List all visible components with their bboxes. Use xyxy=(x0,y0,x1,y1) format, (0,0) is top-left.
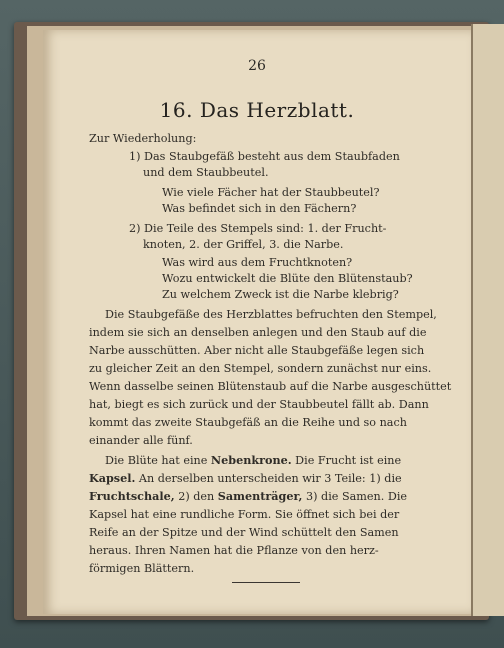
facing-page-edge xyxy=(471,24,504,616)
paragraph-1-line: Die Staubgefäße des Herzblattes befruchten den Stempel, xyxy=(105,308,437,321)
paragraph-1-line: zu gleicher Zeit an den Stempel, sondern zunächst nur eins. xyxy=(89,362,432,375)
paragraph-1-line: Wenn dasselbe seinen Blütenstaub auf die Narbe ausgeschüttet xyxy=(89,380,452,393)
question-1-line-1: Wie viele Fächer hat der Staubbeutel? xyxy=(162,186,380,199)
paragraph-2-line-3 xyxy=(89,488,407,506)
text-run: Die Blüte hat eine xyxy=(105,454,211,467)
paragraph-1-line: einander alle fünf. xyxy=(89,434,193,447)
paragraph-1-line: hat, biegt es sich zurück und der Staubbeutel fällt ab. Dann xyxy=(89,398,429,411)
paragraph-2-line-7: förmigen Blättern. xyxy=(89,562,195,575)
term-samentraeger: Samenträger, xyxy=(217,489,303,503)
paragraph-1-line: kommt das zweite Staubgefäß an die Reihe und so nach xyxy=(89,416,407,429)
text-run: 3) die Samen. Die xyxy=(302,490,408,503)
paragraph-2-line-5: Reife an der Spitze und der Wind schüttelt den Samen xyxy=(89,526,399,539)
question-2-line-1: Was wird aus dem Fruchtknoten? xyxy=(162,256,353,269)
paragraph-2-line-2 xyxy=(89,470,402,488)
term-kapsel: Kapsel. xyxy=(89,471,136,485)
text-run: 2) den xyxy=(174,490,218,503)
question-1-line-2: Was befindet sich in den Fächern? xyxy=(162,202,357,215)
term-fruchtschale: Fruchtschale, xyxy=(89,489,175,503)
text-run: Die Frucht ist eine xyxy=(291,454,402,467)
term-nebenkrone: Nebenkrone. xyxy=(210,453,292,467)
question-2-line-3: Zu welchem Zweck ist die Narbe klebrig? xyxy=(162,288,399,301)
section-divider xyxy=(232,582,300,583)
paragraph-2-line-6: heraus. Ihren Namen hat die Pflanze von den herz- xyxy=(89,544,379,557)
paragraph-1-line: Narbe ausschütten. Aber nicht alle Staubgefäße legen sich xyxy=(89,344,425,357)
paragraph-2-line-1 xyxy=(105,452,401,470)
paragraph-2-line-4: Kapsel hat eine rundliche Form. Sie öffnet sich bei der xyxy=(89,508,400,521)
question-2-line-2: Wozu entwickelt die Blüte den Blütenstaub? xyxy=(162,272,413,285)
text-run: An derselben unterscheiden wir 3 Teile: 1) die xyxy=(135,472,402,485)
page-number: 26 xyxy=(248,58,266,74)
review-item-1-line-1: 1) Das Staubgefäß besteht aus dem Staubfaden xyxy=(129,150,400,163)
review-item-2-line-1: 2) Die Teile des Stempels sind: 1. der Frucht- xyxy=(129,222,387,235)
chapter-heading: 16. Das Herzblatt. xyxy=(159,98,355,122)
review-label: Zur Wiederholung: xyxy=(89,132,197,145)
review-item-2-line-2: knoten, 2. der Griffel, 3. die Narbe. xyxy=(143,238,344,251)
paragraph-1-line: indem sie sich an denselben anlegen und den Staub auf die xyxy=(89,326,427,339)
book-page xyxy=(43,30,471,614)
review-item-1-line-2: und dem Staubbeutel. xyxy=(143,166,269,179)
